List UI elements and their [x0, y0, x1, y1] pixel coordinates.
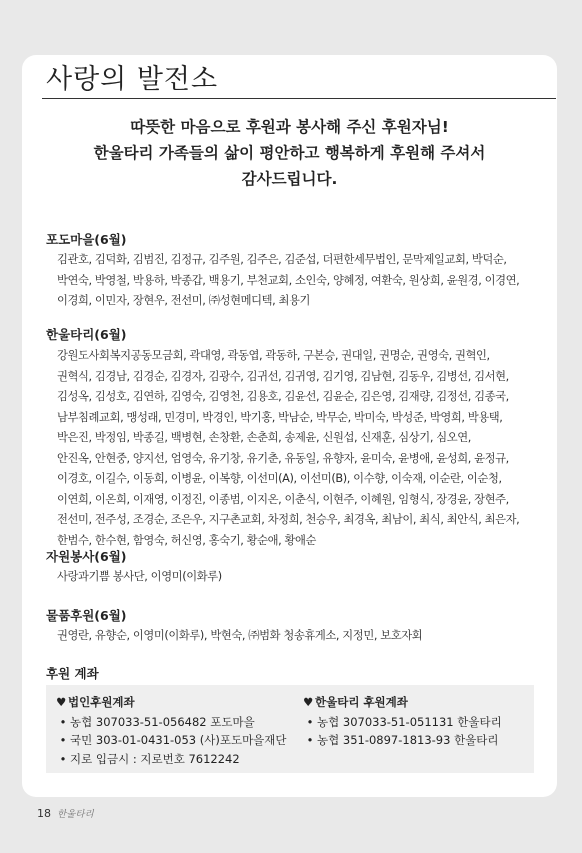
page-footer	[37, 806, 94, 820]
account-box	[46, 685, 534, 773]
donor-line: 권혁식, 김경남, 김경순, 김경자, 김광수, 김귀선, 김귀영, 김기영, 김남현, 김동우, 김병선, 김서현,	[57, 369, 509, 383]
section-title-goods: 물품후원(6월)	[46, 608, 127, 623]
page-number: 18	[37, 807, 51, 820]
account-item: • 농협 307033-51-056482 포도마을	[56, 713, 287, 732]
donor-line: 전선미, 전주성, 조경순, 조은우, 지구촌교회, 차정희, 천승우, 최경옥, 최남이, 최식, 최안식, 최은자,	[57, 513, 520, 526]
donor-line: 박은진, 박정임, 박종길, 백병현, 손창환, 손춘희, 송제윤, 신원섭, 신재훈, 심상기, 심오연,	[57, 431, 471, 444]
magazine-logo: 한울타리	[57, 809, 94, 820]
section-body-podo	[57, 250, 549, 312]
donor-line: 강원도사회복지공동모금회, 곽대영, 곽동엽, 곽동하, 구본승, 권대일, 권명순, 권영숙, 권혁인,	[57, 349, 490, 362]
title-divider	[42, 98, 556, 99]
donor-line: 김관호, 김덕화, 김범진, 김정규, 김주원, 김주은, 김준섭, 더편한세무법인, 문막제일교회, 박덕순,	[57, 253, 507, 266]
donor-line: 권영란, 유향순, 이영미(이화루), 박현숙, ㈜범화 청송휴게소, 지정민, 보호자회	[57, 629, 423, 642]
section-body-goods	[57, 626, 549, 647]
section-body-hanultari	[57, 346, 549, 551]
donor-line: 사랑과기쁨 봉사단, 이영미(이화루)	[57, 570, 222, 583]
donor-line: 안진옥, 안현중, 양지선, 엄영숙, 유기창, 유기춘, 유동일, 유향자, 윤미숙, 윤병애, 윤성희, 윤정규,	[57, 451, 509, 465]
content-card	[22, 55, 557, 797]
donor-line: 한범수, 한수현, 함영숙, 허신영, 홍숙기, 황순애, 황애순	[57, 533, 317, 547]
donor-line: 김성옥, 김성호, 김연하, 김영숙, 김영천, 김용호, 김윤선, 김윤순, 김은영, 김재량, 김정선, 김종국,	[57, 390, 509, 403]
heart-icon: ♥	[56, 695, 67, 709]
corporate-account-column	[56, 693, 287, 768]
section-body-volunteer	[57, 567, 549, 588]
account-item: • 국민 303-01-0431-053 (사)포도마을재단	[56, 731, 287, 750]
intro-line: 따뜻한 마음으로 후원과 봉사해 주신 후원자님!	[130, 118, 449, 136]
section-title-volunteer: 자원봉사(6월)	[46, 549, 127, 564]
account-heading: ♥ 한울타리 후원계좌	[303, 693, 502, 712]
account-item: • 농협 351-0897-1813-93 한울타리	[303, 731, 502, 750]
section-title-podo: 포도마을(6월)	[46, 232, 127, 247]
account-item: • 지로 입금시 : 지로번호 7612242	[56, 750, 287, 769]
heart-icon: ♥	[303, 695, 314, 709]
account-item: • 농협 307033-51-051131 한울타리	[303, 713, 502, 732]
donor-line: 이경희, 이민자, 장현우, 전선미, ㈜성현메디텍, 최용기	[57, 294, 311, 307]
account-heading: ♥ 법인후원계좌	[56, 693, 287, 712]
donor-line: 박연숙, 박영철, 박용하, 박종갑, 백용기, 부천교회, 소인숙, 양혜정, 여환숙, 원상희, 윤원경, 이경연,	[57, 273, 520, 287]
bullet-icon: •	[59, 751, 67, 766]
intro-line: 감사드립니다.	[241, 170, 338, 188]
donor-line: 이경호, 이길수, 이동희, 이병윤, 이복향, 이선미(A), 이선미(B), 이수향, 이숙재, 이순란, 이순청,	[57, 472, 502, 485]
bullet-icon: •	[306, 733, 314, 747]
bullet-icon: •	[59, 733, 67, 747]
donor-line: 남부침례교회, 맹성래, 민경미, 박경인, 박기홍, 박남순, 박무순, 박미숙, 박성준, 박영희, 박용택,	[57, 410, 503, 424]
page-title: 사랑의 발전소	[46, 64, 219, 95]
section-title-hanultari: 한울타리(6월)	[46, 327, 127, 342]
intro-line: 한울타리 가족들의 삶이 평안하고 행복하게 후원해 주셔서	[93, 144, 486, 162]
bullet-icon: •	[306, 714, 314, 729]
hanultari-account-column	[303, 693, 502, 750]
section-title-accounts: 후원 계좌	[46, 666, 99, 681]
donor-line: 이연희, 이온희, 이재영, 이정진, 이종범, 이지온, 이춘식, 이현주, 이혜원, 임형식, 장경윤, 장현주,	[57, 492, 509, 506]
intro-message	[22, 114, 557, 192]
bullet-icon: •	[59, 714, 67, 729]
